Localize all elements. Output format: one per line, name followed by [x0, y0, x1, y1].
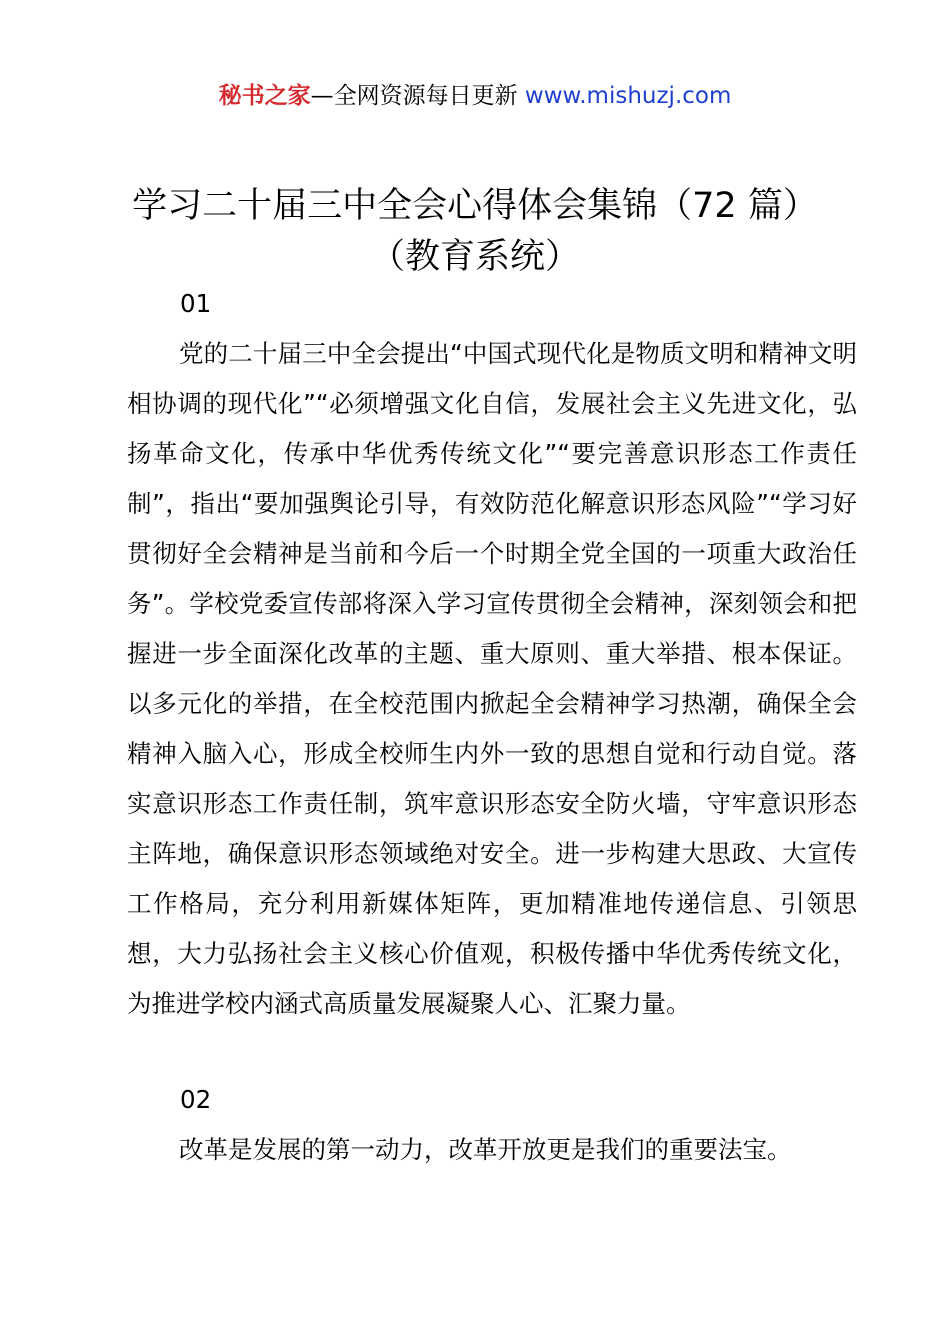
section-01-paragraph: 党的二十届三中全会提出“中国式现代化是物质文明和精神文明相协调的现代化”“必须增强文化自信，发展社会主义先进文化，弘扬革命文化，传承中华优秀传统文化”“要完善意识形态工作责任制”，指出“要加强舆论引导，有效防范化解意识形态风险”“学习好贯彻好全会精神是当前和今后一个时期全党全国的一项重大政治任务”。学校党委宣传部将深入学习宣传贯彻全会精神，深刻领会和把握进一步全面深化改革的主题、重大原则、重大举措、根本保证。以多元化的举措，在全校范围内掀起全会精神学习热潮，确保全会精神入脑入心，形成全校师生内外一致的思想自觉和行动自觉。落实意识形态工作责任制，筑牢意识形态安全防火墙，守牢意识形态主阵地，确保意识形态领域绝对安全。进一步构建大思政、大宣传工作格局，充分利用新媒体矩阵，更加精准地传递信息、引领思想，大力弘扬社会主义核心价值观，积极传播中华优秀传统文化，为推进学校内涵式高质量发展凝聚人心、汇聚力量。	[127, 339, 857, 1018]
site-url-link[interactable]: www.mishuzj.com	[524, 83, 732, 109]
section-02-paragraph: 改革是发展的第一动力，改革开放更是我们的重要法宝。	[179, 1135, 792, 1164]
site-brand: 秘书之家	[218, 83, 311, 109]
site-tagline: —全网资源每日更新	[310, 83, 525, 109]
section-number-02: 02	[180, 1085, 212, 1114]
document-title: 学习二十届三中全会心得体会集锦（72 篇）	[132, 186, 818, 226]
section-number-01: 01	[180, 289, 212, 318]
site-header	[0, 80, 950, 112]
document-subtitle: （教育系统）	[369, 237, 580, 277]
section-01-body	[127, 329, 857, 1029]
section-02-body	[127, 1125, 857, 1175]
